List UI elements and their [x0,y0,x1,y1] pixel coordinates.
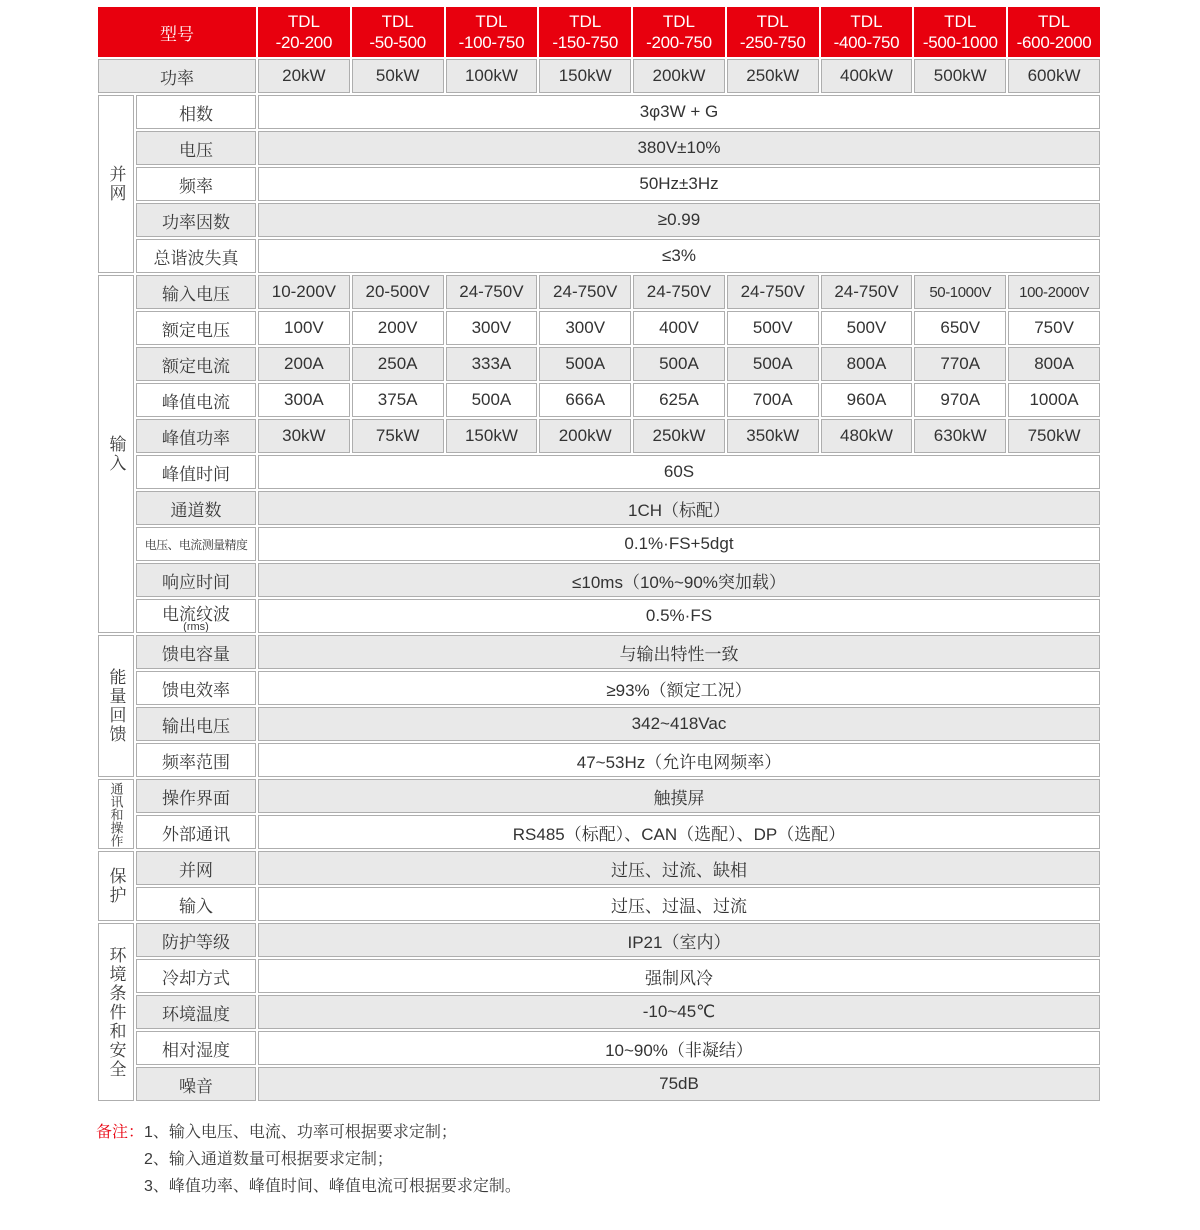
spec-value: 350kW [727,419,819,453]
spec-value: ≥0.99 [258,203,1100,237]
spec-value: 480kW [821,419,913,453]
spec-value: 500A [727,347,819,381]
table-row [98,491,1100,525]
spec-value: 24-750V [727,275,819,309]
group-cell-environment [98,923,134,1101]
model-header-cell [821,7,913,57]
spec-value: 630kW [914,419,1006,453]
table-row [98,455,1100,489]
table-row [98,599,1100,633]
table-row [98,707,1100,741]
spec-value: 100-2000V [1008,275,1100,309]
spec-value: 250kW [633,419,725,453]
row-label: 外部通讯 [136,815,256,849]
model-header-cell [727,7,819,57]
spec-value: 400V [633,311,725,345]
power-value: 500kW [914,59,1006,93]
row-label: 响应时间 [136,563,256,597]
spec-value: 3φ3W + G [258,95,1100,129]
power-value: 250kW [727,59,819,93]
spec-value: 0.5%·FS [258,599,1100,633]
spec-value: 800A [1008,347,1100,381]
table-row [98,779,1100,813]
row-label: 输入电压 [136,275,256,309]
spec-value: IP21（室内） [258,923,1100,957]
spec-value: 625A [633,383,725,417]
group-cell-regen [98,635,134,777]
spec-value: 20-500V [352,275,444,309]
spec-value: ≥93%（额定工况） [258,671,1100,705]
table-row [98,347,1100,381]
spec-value: 750V [1008,311,1100,345]
spec-value: 24-750V [446,275,538,309]
group-label: 环境条件和安全 [106,945,126,1079]
spec-value: 342~418Vac [258,707,1100,741]
group-cell-grid [98,95,134,273]
note-item: 1、输入电压、电流、功率可根据要求定制； [144,1124,457,1141]
spec-value: 500A [539,347,631,381]
spec-value: 50Hz±3Hz [258,167,1100,201]
model-header-cell [446,7,538,57]
spec-value: 触摸屏 [258,779,1100,813]
table-row [98,203,1100,237]
spec-value: 300A [258,383,350,417]
table-row [98,923,1100,957]
table-row [98,887,1100,921]
spec-value: 75kW [352,419,444,453]
row-label: 输出电压 [136,707,256,741]
spec-value: 800A [821,347,913,381]
footnotes [96,1119,1200,1200]
notes-list [144,1119,521,1200]
model-code: -500-1000 [922,33,998,52]
row-label: 功率 [98,59,256,93]
model-series: TDL [850,11,883,31]
row-label: 额定电压 [136,311,256,345]
spec-value: 200V [352,311,444,345]
row-label: 总谐波失真 [136,239,256,273]
model-code: -400-750 [833,33,900,52]
spec-value: 250A [352,347,444,381]
row-label: 电压、电流测量精度 [136,527,256,561]
spec-value: 666A [539,383,631,417]
row-label: 并网 [136,851,256,885]
model-series: TDL [756,11,789,31]
table-row [98,527,1100,561]
model-header-cell [258,7,350,57]
power-value: 20kW [258,59,350,93]
power-value: 400kW [821,59,913,93]
model-header-cell [352,7,444,57]
group-cell-protection [98,851,134,921]
model-label-cell: 型号 [98,7,256,57]
row-label: 峰值时间 [136,455,256,489]
table-row [98,1067,1100,1101]
spec-value: 24-750V [821,275,913,309]
note-item: 2、输入通道数量可根据要求定制； [144,1151,393,1168]
spec-value: 700A [727,383,819,417]
spec-table [96,5,1102,1103]
model-series: TDL [1038,11,1071,31]
row-label [136,599,256,633]
group-label: 并网 [106,165,126,203]
group-cell-comm [98,779,134,849]
table-row [98,167,1100,201]
row-label: 功率因数 [136,203,256,237]
group-label: 输入 [106,435,126,473]
table-row [98,311,1100,345]
row-label: 输入 [136,887,256,921]
group-cell-input [98,275,134,633]
spec-value: 与输出特性一致 [258,635,1100,669]
spec-value: 10-200V [258,275,350,309]
model-code: -20-200 [275,33,333,52]
spec-value: 50-1000V [914,275,1006,309]
spec-value: 24-750V [539,275,631,309]
table-row [98,995,1100,1029]
spec-value: 500A [446,383,538,417]
spec-value: 200kW [539,419,631,453]
spec-value: 200A [258,347,350,381]
spec-value: 770A [914,347,1006,381]
row-label: 相对湿度 [136,1031,256,1065]
spec-value: -10~45℃ [258,995,1100,1029]
spec-value: 333A [446,347,538,381]
table-row [98,419,1100,453]
spec-value: 24-750V [633,275,725,309]
power-value: 600kW [1008,59,1100,93]
table-row [98,239,1100,273]
spec-value: 1CH（标配） [258,491,1100,525]
table-row [98,131,1100,165]
spec-value: ≤10ms（10%~90%突加载） [258,563,1100,597]
power-value: 150kW [539,59,631,93]
spec-value: ≤3% [258,239,1100,273]
spec-value: 75dB [258,1067,1100,1101]
group-label: 保护 [106,867,126,905]
table-row [98,95,1100,129]
model-header-cell [633,7,725,57]
spec-value: 500A [633,347,725,381]
model-series: TDL [475,11,508,31]
model-header-row [98,7,1100,57]
model-series: TDL [662,11,695,31]
row-label: 馈电容量 [136,635,256,669]
row-label: 冷却方式 [136,959,256,993]
model-header-cell [1008,7,1100,57]
row-label: 通道数 [136,491,256,525]
row-label: 环境温度 [136,995,256,1029]
table-row [98,275,1100,309]
table-row [98,635,1100,669]
spec-value: 过压、过流、缺相 [258,851,1100,885]
group-label: 能量回馈 [106,668,126,744]
spec-value: 30kW [258,419,350,453]
model-series: TDL [287,11,320,31]
spec-value: 1000A [1008,383,1100,417]
row-label: 峰值电流 [136,383,256,417]
row-label: 电压 [136,131,256,165]
model-code: -50-500 [369,33,426,52]
table-row [98,959,1100,993]
row-label: 额定电流 [136,347,256,381]
spec-value: 970A [914,383,1006,417]
model-series: TDL [944,11,977,31]
spec-value: 0.1%·FS+5dgt [258,527,1100,561]
model-code: -150-750 [552,33,618,52]
spec-value: 强制风冷 [258,959,1100,993]
notes-label: 备注： [96,1124,145,1141]
row-label: 相数 [136,95,256,129]
spec-value: 300V [539,311,631,345]
power-value: 200kW [633,59,725,93]
spec-value: 380V±10% [258,131,1100,165]
model-series: TDL [569,11,602,31]
power-value: 100kW [446,59,538,93]
row-label: 峰值功率 [136,419,256,453]
row-label: 馈电效率 [136,671,256,705]
row-label: 频率范围 [136,743,256,777]
spec-value: 375A [352,383,444,417]
model-series: TDL [381,11,414,31]
table-row [98,671,1100,705]
note-item: 3、峰值功率、峰值时间、峰值电流可根据要求定制。 [144,1178,521,1195]
model-header-cell [539,7,631,57]
spec-value: 960A [821,383,913,417]
row-label-sub: (rms) [183,621,209,633]
spec-value: 100V [258,311,350,345]
spec-value: 650V [914,311,1006,345]
table-row [98,851,1100,885]
table-row [98,815,1100,849]
spec-value: 500V [727,311,819,345]
power-row [98,59,1100,93]
spec-value: 150kW [446,419,538,453]
spec-value: 10~90%（非凝结） [258,1031,1100,1065]
spec-value: 过压、过温、过流 [258,887,1100,921]
table-row [98,1031,1100,1065]
spec-value: 500V [821,311,913,345]
table-row [98,383,1100,417]
spec-value: 750kW [1008,419,1100,453]
group-label: 通讯和操作 [108,781,124,847]
row-label: 防护等级 [136,923,256,957]
model-header-cell [914,7,1006,57]
spec-value: 47~53Hz（允许电网频率） [258,743,1100,777]
power-value: 50kW [352,59,444,93]
model-code: -250-750 [739,33,806,52]
row-label: 频率 [136,167,256,201]
table-row [98,743,1100,777]
model-code: -100-750 [458,33,525,52]
model-code: -600-2000 [1016,33,1092,52]
table-row [98,563,1100,597]
model-code: -200-750 [646,33,712,52]
spec-value: RS485（标配）、CAN（选配）、DP（选配） [258,815,1100,849]
spec-value: 300V [446,311,538,345]
row-label: 噪音 [136,1067,256,1101]
row-label-main: 电流纹波 [162,605,230,625]
row-label: 操作界面 [136,779,256,813]
spec-value: 60S [258,455,1100,489]
